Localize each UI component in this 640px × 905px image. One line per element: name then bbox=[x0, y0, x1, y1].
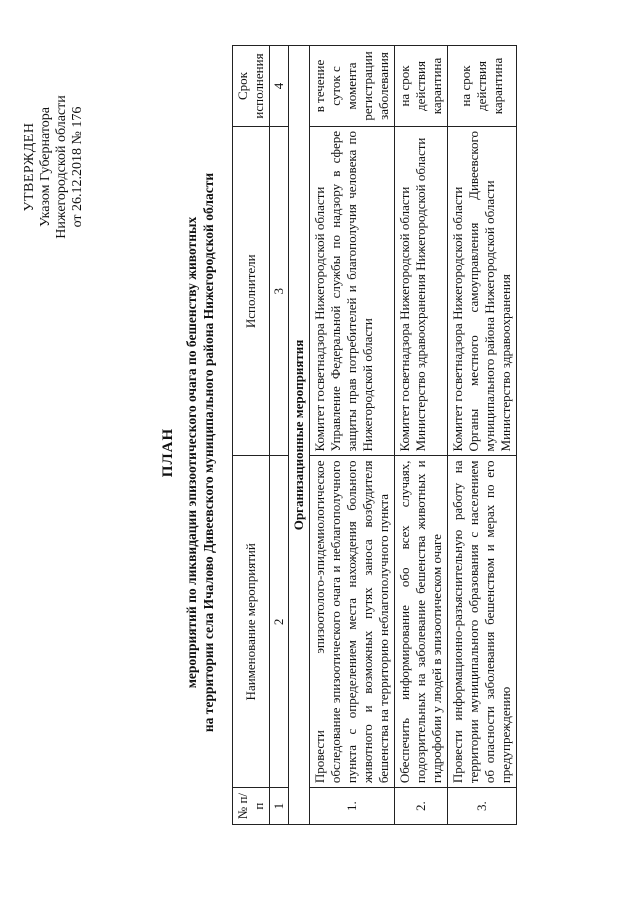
approval-stamp bbox=[22, 62, 86, 272]
executor: Управление Федеральной службы по надзору в сфере защиты прав потребителей и благополучия человека по Нижегородской области bbox=[328, 130, 375, 452]
row-deadline: на срок действия карантина bbox=[395, 46, 448, 127]
table-header-row bbox=[233, 46, 270, 825]
row-deadline: в течение суток с момента регистрации заболевания bbox=[310, 46, 395, 127]
header-number: № п/п bbox=[233, 788, 270, 825]
document-subtitle-2: на территории села Ичалово Дивеевского муниципального района Нижегородской области bbox=[201, 172, 216, 733]
row-number: 2. bbox=[395, 788, 448, 825]
row-action: Провести информационно-разъяснительную работу на территории муниципального образования с населением об опасности заболевания бешенством и мерах по его предупреждению bbox=[448, 456, 517, 788]
row-number: 1. bbox=[310, 788, 395, 825]
column-number: 1 bbox=[270, 788, 289, 825]
column-number: 4 bbox=[270, 46, 289, 127]
executor: Министерство здравоохранения Нижегородской области bbox=[413, 137, 428, 452]
executor: Комитет госветнадзора Нижегородской области bbox=[397, 186, 412, 452]
executor: Комитет госветнадзора Нижегородской области bbox=[312, 186, 327, 452]
header-executors: Исполнители bbox=[233, 126, 270, 455]
row-executors bbox=[448, 126, 517, 455]
section-row bbox=[289, 46, 310, 825]
row-action: Провести эпизоотолого-эпидемиологическое обследование эпизоотического очага и неблагополучного пункта с определением места нахождения больного животного и возможных путях заноса возбудителя бешенства на территорию неблагополучного пункта bbox=[310, 456, 395, 788]
row-executors bbox=[395, 126, 448, 455]
approval-line-4: от 26.12.2018 № 176 bbox=[70, 106, 85, 228]
row-action: Обеспечить информирование обо всех случаях, подозрительных на заболевание бешенства животных и гидрофобии у людей в эпизоотическом очаге bbox=[395, 456, 448, 788]
approval-line-1: УТВЕРЖДЕН bbox=[22, 122, 37, 212]
document-heading bbox=[160, 0, 217, 905]
row-executors bbox=[310, 126, 395, 455]
section-title: Организационные мероприятия bbox=[289, 46, 310, 825]
approval-line-3: Нижегородской области bbox=[54, 95, 69, 239]
executor: Органы местного самоуправления Дивеевского муниципального района Нижегородской области bbox=[466, 130, 497, 452]
row-number: 3. bbox=[448, 788, 517, 825]
executor: Министерство здравоохранения bbox=[498, 274, 513, 452]
executor: Комитет госветнадзора Нижегородской области bbox=[450, 186, 465, 452]
table-row bbox=[448, 46, 517, 825]
column-number: 2 bbox=[270, 456, 289, 788]
column-number-row bbox=[270, 46, 289, 825]
header-action: Наименование мероприятий bbox=[233, 456, 270, 788]
row-deadline: на срок действия карантина bbox=[448, 46, 517, 127]
column-number: 3 bbox=[270, 126, 289, 455]
table-row bbox=[395, 46, 448, 825]
header-deadline: Срок исполнения bbox=[233, 46, 270, 127]
approval-line-2: Указом Губернатора bbox=[38, 106, 53, 228]
table-row bbox=[310, 46, 395, 825]
document-subtitle-1: мероприятий по ликвидации эпизоотического очага по бешенству животных bbox=[184, 216, 199, 689]
document-title: ПЛАН bbox=[160, 427, 176, 478]
plan-table bbox=[232, 45, 517, 825]
